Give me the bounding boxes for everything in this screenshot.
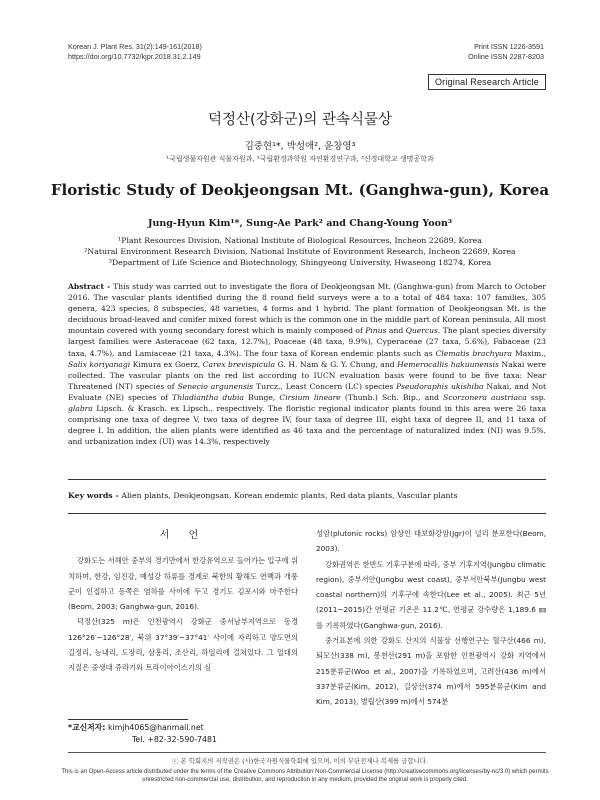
divider [68, 479, 546, 480]
correspondence-label: *교신저자: [68, 723, 109, 732]
correspondence-tel: Tel. +82-32-590-7481 [132, 735, 217, 744]
english-affiliations [0, 235, 600, 268]
abstract-text: Nakai were collected. The vascular plants on the red list according to IUCN evaluation basis were found to be five taxa: Near Threatened (NT) species of [68, 359, 546, 391]
abstract-text: Lipsch. & Krasch. ex Lipsch., respectively. The floristic regional indicator plants found in this area were 26 taxa comprising one taxa of degree V, two taxa of degree IV, four taxa of degree III, eight taxa of degree II, and 11 taxa of degree I. In addition, the alien plants were identified as 46 taxa and the percentage of naturalized index (NI) was 9.5%, and urbanization index (UI) was 14.3%, respectively [68, 404, 546, 447]
journal-citation: Korean J. Plant Res. 31(2):149-161(2018) [68, 42, 202, 51]
print-issn: Print ISSN 1226-3591 [474, 42, 544, 51]
korean-affiliations: ¹국립생물자원관 식물자원과, ²국립환경과학원 자연환경연구과, ³신경대학교 생명공학과 [166, 155, 434, 163]
body-column-left [68, 528, 298, 676]
species-name: Senecio argunensis [177, 381, 254, 391]
korean-authors: 김중현¹*, 박성애², 윤창영³ [244, 141, 356, 152]
abstract-text: Maxim., [511, 348, 546, 358]
abstract-text: and [386, 326, 406, 336]
genus-name: Quercus [405, 326, 438, 336]
affiliation-2: ²Natural Environment Research Division, National Institute of Environment Research, Incheon 22689, Korea [84, 247, 516, 256]
abstract-text: This study was carried out to investigate the flora of Deokjeongsan Mt. (Ganghwa-gun) from March to October 2016. The vascular plants identified during the 8 round field surveys were a to a total of 484 taxa: 107 families, 305 genera, 423 species, 8 subspecies, 48 varieties, 4 forms and 1 hybrid. The plant formation of Deokjeongsan Mt. is the deciduous broad-leaved and conifer mixed forest which is the common one in the middle part of Korean peninsula. All most mountain covered with young secondary forest which is mainly composed of [68, 282, 546, 336]
body-paragraph: 강화권역은 한반도 기후구분에 따라, 중부 기후지역(Jungbu climatic region), 중부서안(Jungbu west coast), 중부서안북부(Jungbu west coastal northern)의 기후구에 속한다(Lee et al., 2005). 최근 5년(2011~2015)간 연평균 기온은 11.2℃, 연평균 강수량은 1,189.6 ㎜를 기록하였다(Ganghwa-gun, 2016). [316, 559, 546, 630]
correspondence [68, 722, 217, 746]
abstract-text: Kimura ex Goerz, [130, 359, 203, 369]
footer-divider [68, 752, 546, 753]
body-paragraph: 성암(plutonic rocks) 암상인 대보화강암(Jgr)이 널리 분포한다(Beom, 2003). [316, 529, 546, 554]
keywords-label: Key words - [68, 491, 122, 500]
abstract-text: ssp. [526, 392, 546, 402]
english-title: Floristic Study of Deokjeongsan Mt. (Ganghwa-gun), Korea [50, 181, 550, 199]
species-name: Hemerocallis hakuunensis [397, 359, 499, 369]
abstract [68, 281, 546, 447]
species-name: Thladiantha dubia [172, 392, 244, 402]
korean-title: 덕정산(강화군)의 관속식물상 [207, 112, 392, 128]
abstract-text: Turcz., Least Concern (LC) species [253, 381, 397, 391]
abstract-text: Nakai, and Not Evaluate (NE) species of [68, 381, 546, 402]
body-paragraph: 강화도는 서해안 중부의 경기만에서 한강유역으로 들어가는 입구에 위치하며, 한강, 임진강, 예성강 하류를 경계로 북한의 황해도 연백과 개풍군이 인접하고 동쪽은 염하를 사이에 두고 경기도 김포시와 마주한다(Beom, 2003; Ganghwa-gun, 2016). [68, 556, 298, 612]
abstract-text: G. H. Nam & G. Y. Chung, and [275, 359, 398, 369]
species-name: glabra [68, 404, 93, 414]
species-name: Carex brevispicula [202, 359, 276, 369]
species-name: Clematis brachyura [435, 348, 512, 358]
keywords [68, 490, 546, 501]
doi-link[interactable]: https://doi.org/10.7732/kjpr.2018.31.2.149 [68, 52, 201, 61]
footnote-divider [68, 719, 188, 720]
divider [68, 513, 546, 514]
body-paragraph: 덕정산(325 m)은 인천광역시 강화군 중서남부지역으로 동경 126°26′~126°28′, 북위 37°39′~37°41′ 사이에 자리하고 양도면의 길정리, 능내리, 도장리, 삼흥리, 조산리, 하일리에 걸쳐있다. 그 일대의 지질은 중생대 쥬라기와 트라이아이스기의 심 [68, 617, 298, 673]
affiliation-3: ³Department of Life Science and Biotechnology, Shingyeong University, Hwaseong 18274, Korea [108, 258, 492, 267]
species-name: Salix koriyanagi [68, 359, 131, 369]
body-paragraph: 중거표본에 의한 강화도 산지의 식물상 선행연구는 혈구산(466 m), 퇴모산(338 m), 봉천산(291 m)을 포함한 인천광역시 강화 지역에서 215분류군(Woo et al., 2007)을 기록하였으며, 고려산(436 m)에서 337분류군(Kim, 2012), 길상산(374 m)에서 595분류군(Kim and Kim, 2013), 별립산(399 m)에서 574분 [316, 636, 546, 707]
issn-header [468, 42, 544, 62]
copyright-notice: ⓒ 본 학회지의 저작권은 (사)한국자원식물학회에 있으며, 이의 무단전재나 복제를 금합니다. [172, 757, 428, 765]
affiliation-1: ¹Plant Resources Division, National Institute of Biological Resources, Incheon 22689, Korea [118, 236, 482, 245]
section-heading: 서 언 [159, 530, 207, 541]
abstract-text: Bunge, [243, 392, 280, 402]
online-issn: Online ISSN 2287-8203 [468, 52, 544, 61]
genus-name: Pinus [365, 326, 387, 336]
article-type-badge: Original Research Article [428, 74, 546, 90]
license-notice: This is an Open-Access article distributed under the terms of the Creative Commons Attribution Non-Commercial License (http://creativecommons.org/licenses/by-nc/3.0) which permits unrestricted non-commercial use, distribution, and reproduction in any medium, provided the original work is properly cited. [61, 769, 549, 783]
abstract-text: . The plant species diversity largest families were Asteraceae (62 taxa, 12.7%), Poaceae (48 taxa, 9.9%), Cyperaceae (27 taxa, 5.6%), Fabaceae (23 taxa, 4.7%), and Lamiaceae (21 taxa, 4.3%). The four taxa of Korean endemic plants such as [68, 326, 546, 358]
species-name: Pseudoraphis ukishiba [396, 381, 484, 391]
abstract-text: (Thunb.) Sch. Bip., and [340, 392, 444, 402]
keywords-text: Alien plants, Deokjeongsan, Korean endemic plants, Red data plants, Vascular plants [121, 491, 458, 500]
journal-header [68, 42, 202, 62]
body-column-right [316, 526, 546, 710]
correspondence-email[interactable]: kimjh4065@hanmail.net [108, 723, 204, 732]
species-name: Cirsium lineare [279, 392, 341, 402]
species-name: Scorzonera austriaca [443, 392, 527, 402]
english-authors: Jung-Hyun Kim¹*, Sung-Ae Park² and Chang-Young Yoon³ [147, 218, 453, 229]
abstract-label: Abstract - [68, 282, 114, 291]
